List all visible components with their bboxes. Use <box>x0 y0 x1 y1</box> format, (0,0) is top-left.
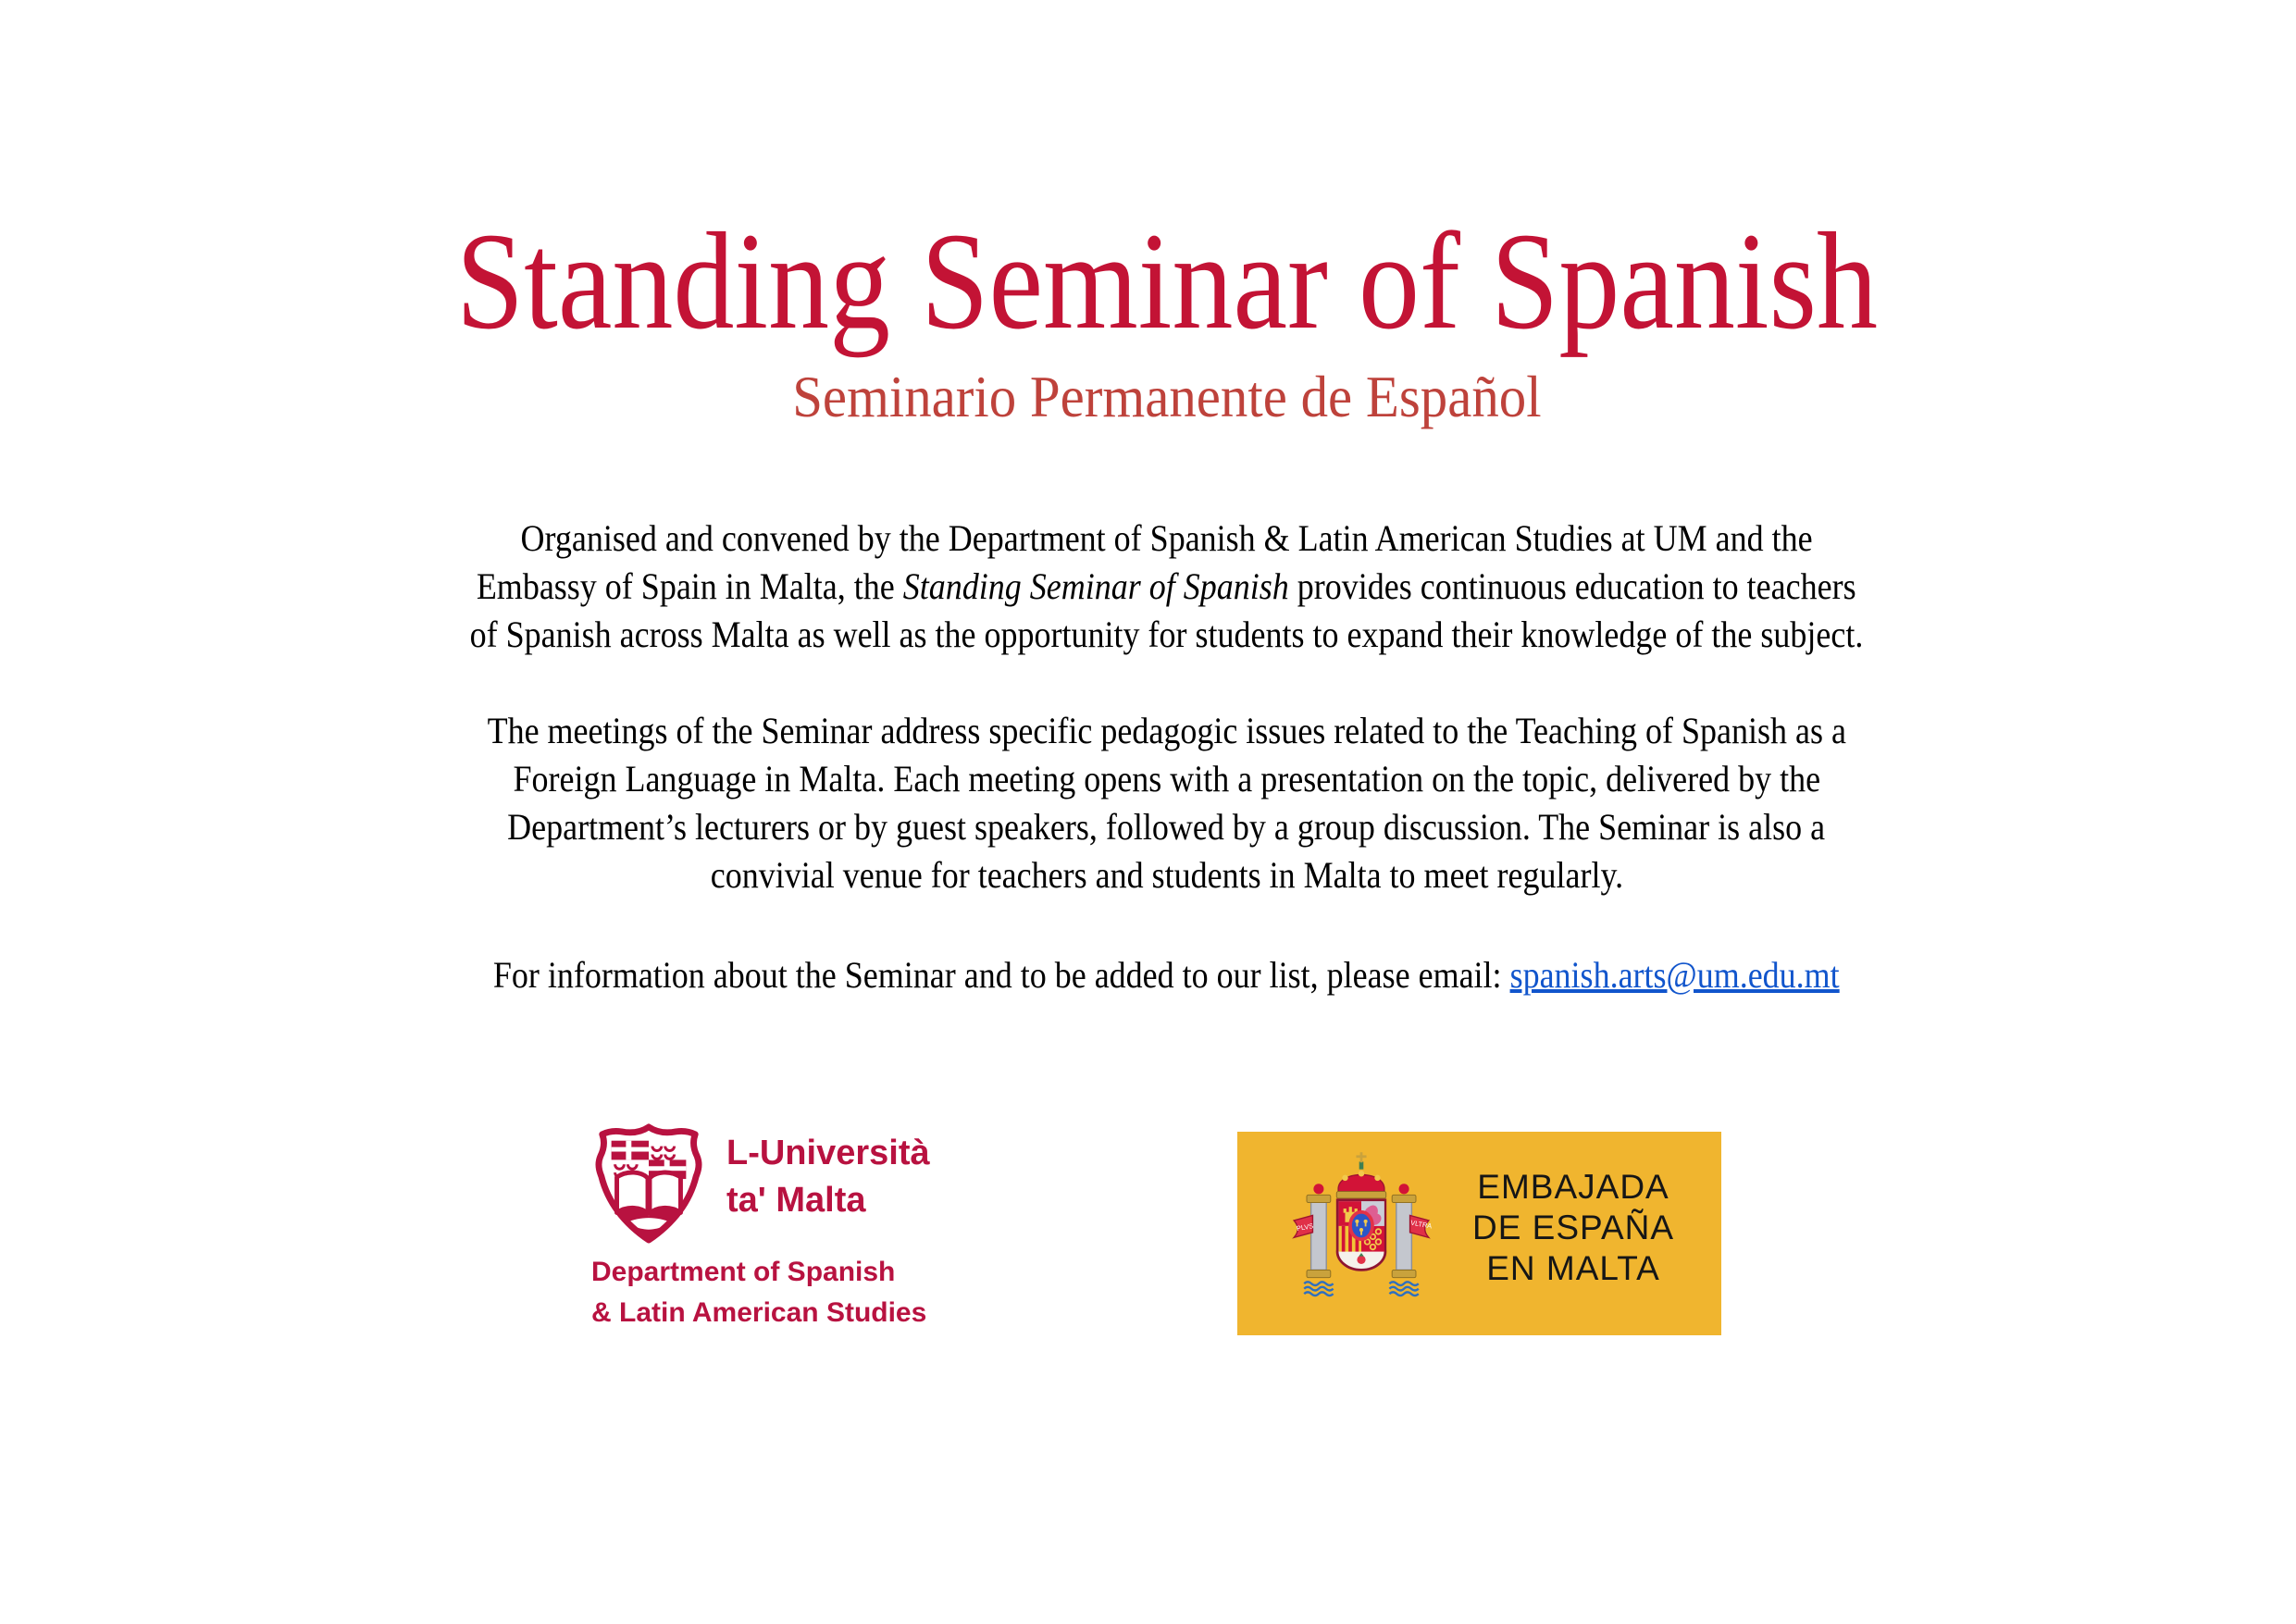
paragraph-line: convivial venue for teachers and students in Malta to meet regularly. <box>710 854 1623 896</box>
page-subtitle <box>37 365 2296 429</box>
embassy-name: EMBAJADA DE ESPAÑA EN MALTA <box>1471 1168 1675 1287</box>
contact-paragraph <box>37 951 2296 999</box>
email-link[interactable]: spanish.arts@um.edu.mt <box>1509 954 1840 996</box>
um-department-name: Department of Spanish & Latin American Studies <box>591 1257 927 1328</box>
seminar-name-italic: Standing Seminar of Spanish <box>903 565 1290 607</box>
page-title-text: Standing Seminar of Spanish <box>455 205 1878 358</box>
paragraph-line: Embassy of Spain in Malta, the Standing Seminar of Spanish provides continuous education to teachers <box>477 565 1856 607</box>
um-crest-icon <box>590 1121 708 1245</box>
paragraph-line: The meetings of the Seminar address specific pedagogic issues related to the Teaching of Spanish as a <box>487 710 1846 751</box>
paragraph-line: Department’s lecturers or by guest speakers, followed by a group discussion. The Seminar is also a <box>507 806 1826 848</box>
embassy-of-spain-banner <box>1237 1132 1721 1335</box>
page-subtitle-text: Seminario Permanente de Español <box>791 364 1542 429</box>
page-title <box>37 205 2296 358</box>
um-wordmark: L-Università ta' Malta <box>726 1134 930 1220</box>
meetings-paragraph <box>37 707 2296 899</box>
motto-left: PLVS <box>1296 1221 1314 1233</box>
spain-coat-of-arms-icon <box>1263 1143 1459 1319</box>
motto-right: VLTRA <box>1409 1218 1433 1231</box>
paragraph-line: Foreign Language in Malta. Each meeting opens with a presentation on the topic, delivered by the <box>513 758 1820 800</box>
paragraph-line: of Spanish across Malta as well as the opportunity for students to expand their knowledge of the subject. <box>469 614 1864 655</box>
university-of-malta-logo <box>590 1117 1108 1339</box>
paragraph-line: Organised and convened by the Department of Spanish & Latin American Studies at UM and the <box>520 517 1813 559</box>
paragraph-line: For information about the Seminar and to be added to our list, please email: spanish.arts@um.edu.mt <box>493 954 1840 996</box>
intro-paragraph <box>37 514 2296 659</box>
